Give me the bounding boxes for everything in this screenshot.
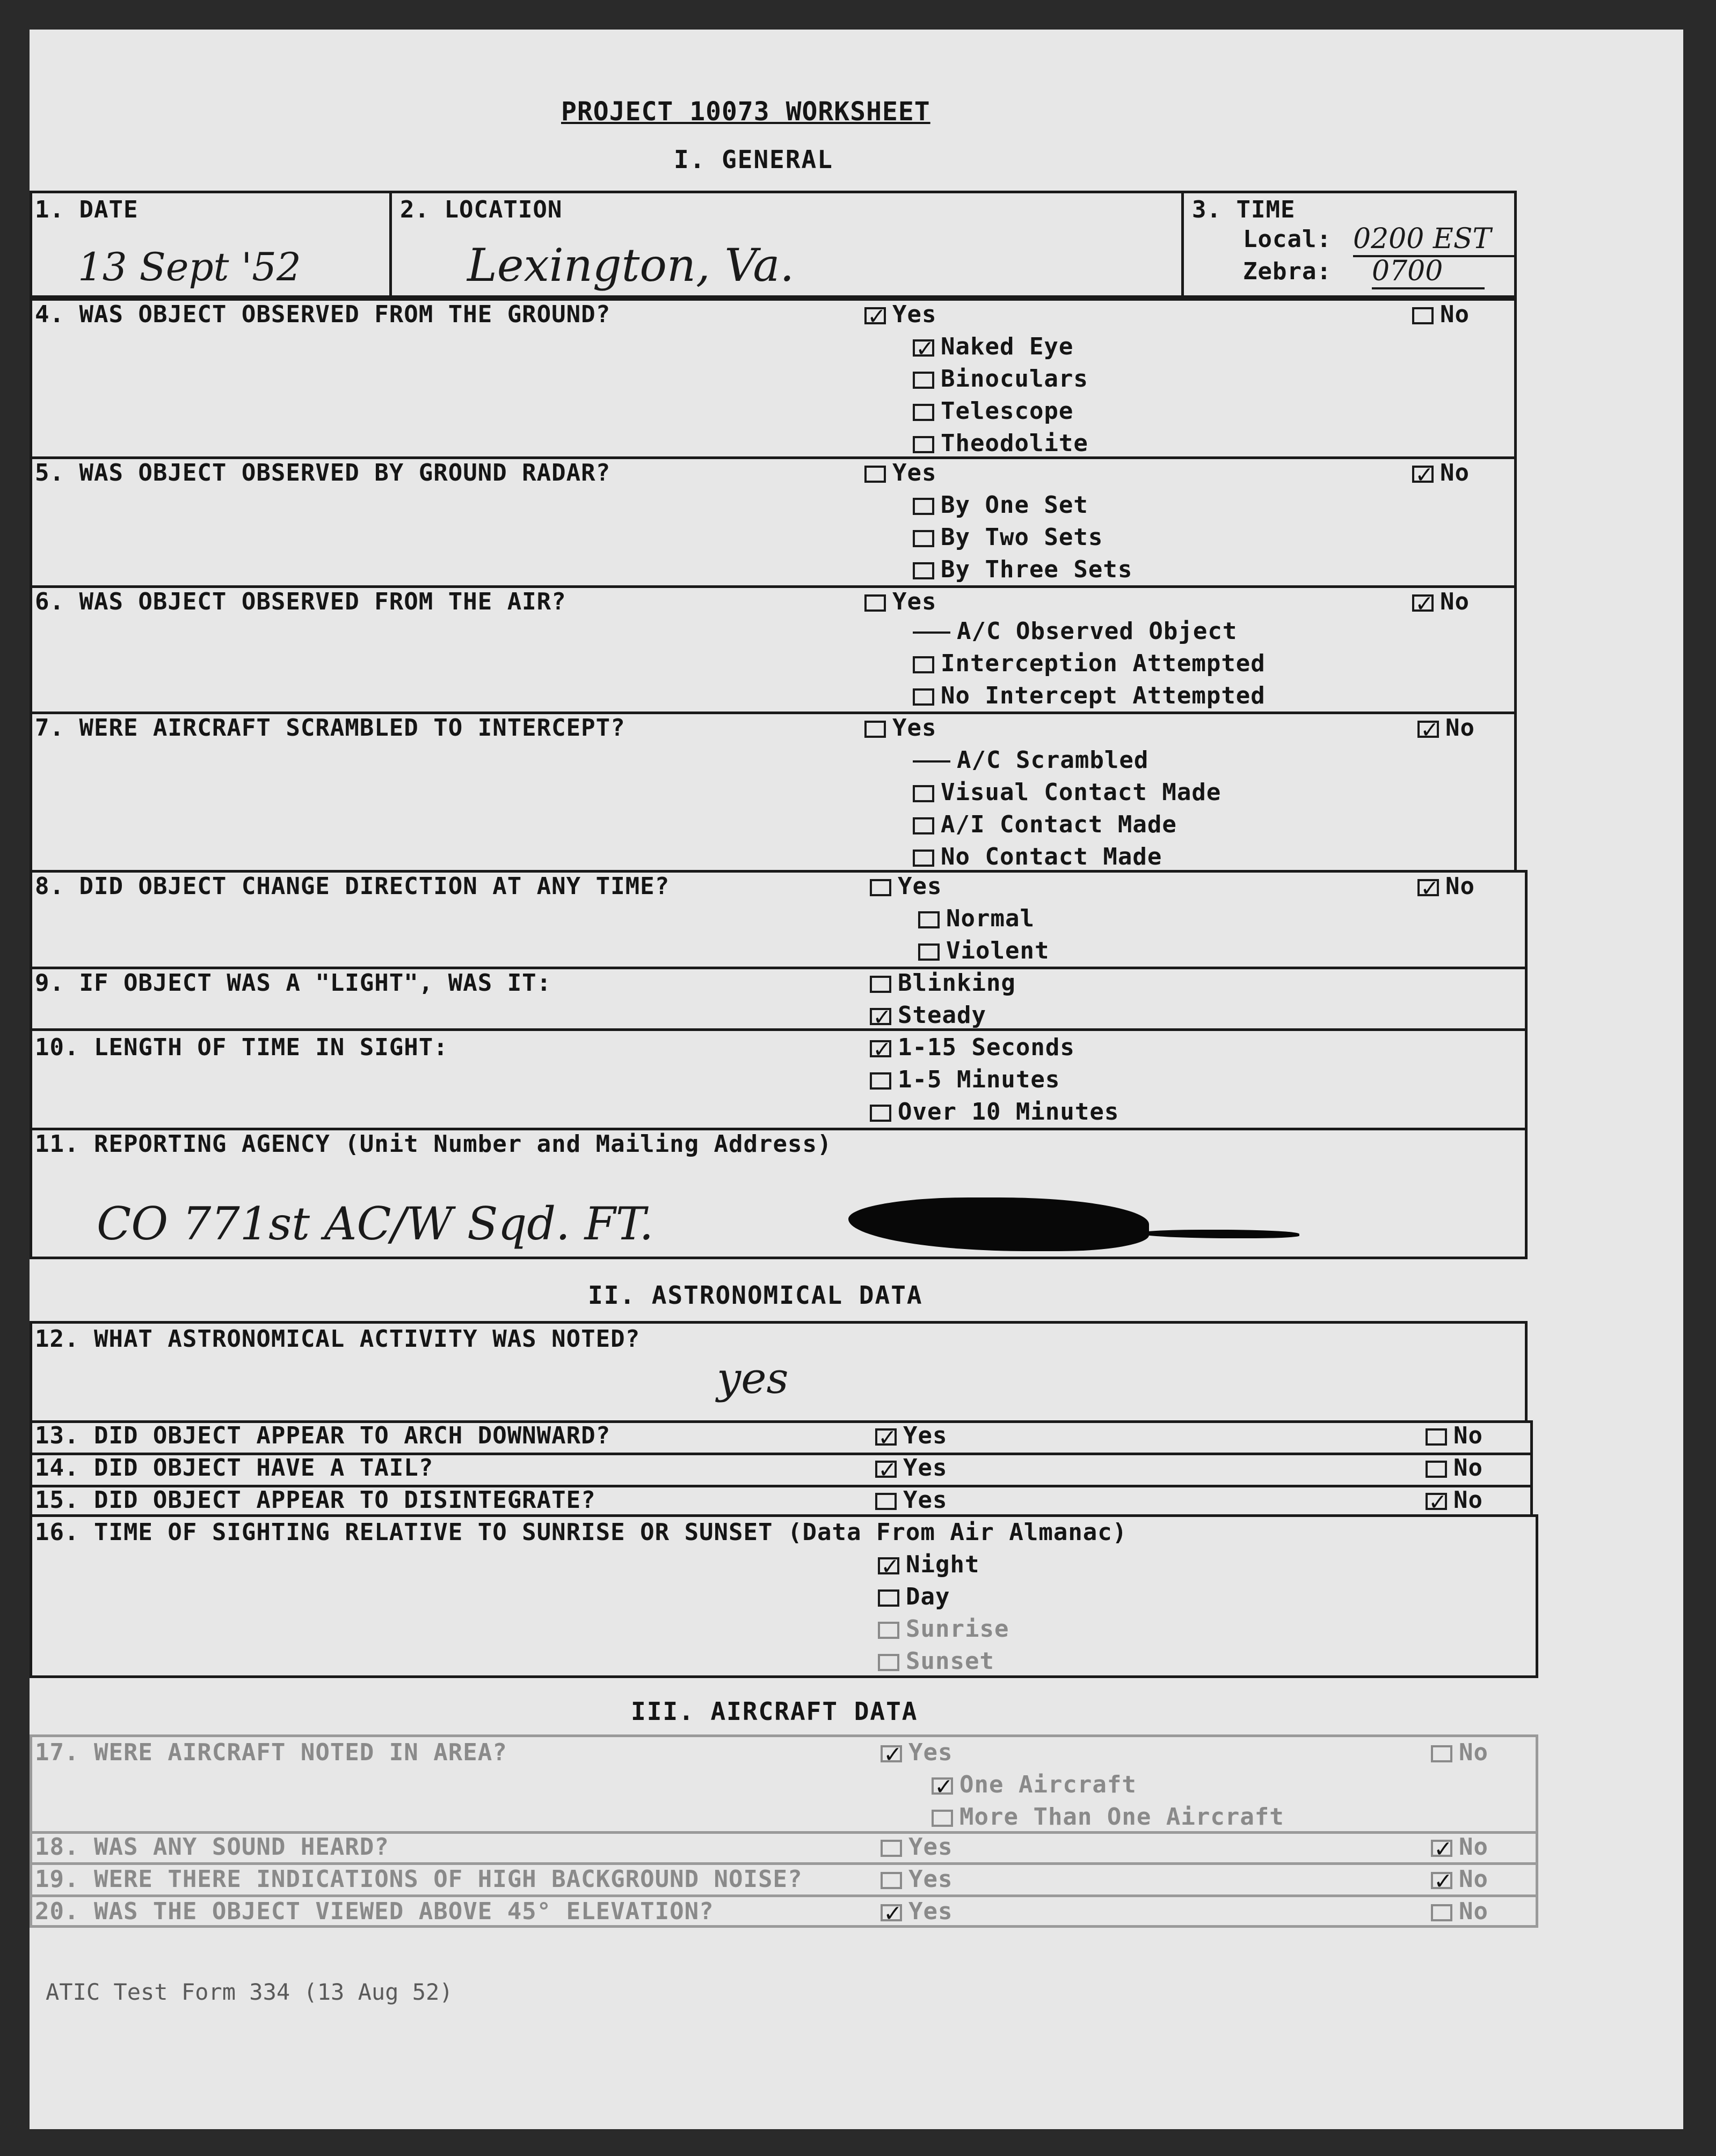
- blank-line: [913, 631, 950, 634]
- option-label: Day: [906, 1583, 950, 1610]
- q6-no[interactable]: [1412, 588, 1470, 615]
- checkbox-icon[interactable]: [870, 976, 891, 993]
- q5-label: 5. WAS OBJECT OBSERVED BY GROUND RADAR?: [35, 459, 611, 487]
- checkbox-icon[interactable]: [881, 1745, 902, 1762]
- option-label: Binoculars: [941, 365, 1088, 393]
- checkbox-icon[interactable]: [913, 339, 934, 357]
- checkbox-icon[interactable]: [913, 436, 934, 453]
- checkbox-icon[interactable]: [918, 911, 940, 928]
- q8-no-label: No: [1445, 873, 1475, 900]
- date-label: 1. DATE: [35, 196, 139, 223]
- q17-yes[interactable]: [881, 1739, 952, 1766]
- checkbox-icon[interactable]: [1431, 1872, 1452, 1889]
- q16-label: 16. TIME OF SIGHTING RELATIVE TO SUNRISE OR SUNSET (Data From Air Almanac): [35, 1519, 1128, 1546]
- q11-label: 11. REPORTING AGENCY (Unit Number and Mailing Address): [35, 1130, 832, 1158]
- option-label: Steady: [898, 1001, 986, 1029]
- q15-no-label: No: [1453, 1486, 1483, 1514]
- q16-option-night[interactable]: [878, 1551, 979, 1578]
- checkbox-icon[interactable]: [870, 1105, 891, 1122]
- checkbox-icon[interactable]: [913, 404, 934, 421]
- checkbox-icon[interactable]: [913, 656, 934, 673]
- option-label: Naked Eye: [941, 333, 1074, 360]
- q7-option-visual[interactable]: [913, 779, 1221, 806]
- checkbox-icon[interactable]: [870, 1072, 891, 1090]
- q7-yes[interactable]: [864, 714, 936, 742]
- option-label: Interception Attempted: [941, 650, 1266, 677]
- option-label: Violent: [946, 937, 1050, 964]
- checkbox-icon[interactable]: [913, 498, 934, 515]
- option-label: No Contact Made: [941, 843, 1162, 870]
- checkbox-icon[interactable]: [913, 372, 934, 389]
- checkbox-icon[interactable]: [913, 785, 934, 802]
- checkbox-icon[interactable]: [932, 1777, 953, 1795]
- option-label: Sunrise: [906, 1615, 1009, 1643]
- checkbox-icon[interactable]: [875, 1428, 897, 1446]
- q4-option-telescope[interactable]: [913, 397, 1073, 425]
- option-label: More Than One Aircraft: [959, 1803, 1284, 1831]
- checkbox-icon[interactable]: [913, 850, 934, 867]
- q13-no-label: No: [1453, 1422, 1483, 1449]
- q5-option-three-sets[interactable]: [913, 556, 1132, 583]
- q14-yes-label: Yes: [903, 1454, 948, 1482]
- q6-yes[interactable]: [864, 588, 936, 615]
- q10-label: 10. LENGTH OF TIME IN SIGHT:: [35, 1034, 448, 1061]
- q17-no-label: No: [1459, 1739, 1488, 1766]
- q7-no-label: No: [1445, 714, 1475, 742]
- q15-yes[interactable]: [875, 1486, 947, 1514]
- checkbox-icon[interactable]: [870, 1040, 891, 1057]
- q15-label: 15. DID OBJECT APPEAR TO DISINTEGRATE?: [35, 1486, 596, 1514]
- checkbox-icon[interactable]: [918, 943, 940, 961]
- divider: [30, 1862, 1538, 1865]
- option-label: By Two Sets: [941, 524, 1103, 551]
- q18-no-label: No: [1459, 1833, 1488, 1861]
- checkbox-icon[interactable]: [1412, 594, 1434, 612]
- q18-yes[interactable]: [881, 1833, 952, 1861]
- q20-yes-label: Yes: [908, 1898, 953, 1925]
- checkbox-icon[interactable]: [913, 688, 934, 706]
- q8-yes-label: Yes: [898, 873, 942, 900]
- q16-option-sunrise[interactable]: [878, 1615, 1009, 1643]
- divider: [389, 191, 392, 298]
- q4-label: 4. WAS OBJECT OBSERVED FROM THE GROUND?: [35, 301, 611, 328]
- checkbox-icon[interactable]: [1412, 307, 1434, 324]
- q9-option-blinking[interactable]: [870, 969, 1016, 997]
- time-label: 3. TIME: [1192, 196, 1296, 223]
- q14-label: 14. DID OBJECT HAVE A TAIL?: [35, 1454, 434, 1482]
- q5-no-label: No: [1440, 459, 1470, 487]
- q6-yes-label: Yes: [892, 588, 937, 615]
- checkbox-icon[interactable]: [875, 1461, 897, 1478]
- q7-label: 7. WERE AIRCRAFT SCRAMBLED TO INTERCEPT?: [35, 714, 626, 742]
- q18-label: 18. WAS ANY SOUND HEARD?: [35, 1833, 389, 1861]
- option-label: Telescope: [941, 397, 1074, 425]
- worksheet-title: PROJECT 10073 WORKSHEET: [561, 97, 930, 127]
- option-label: 1-5 Minutes: [898, 1066, 1060, 1093]
- q5-no[interactable]: [1412, 459, 1470, 487]
- checkbox-icon[interactable]: [913, 817, 934, 834]
- checkbox-icon[interactable]: [881, 1904, 902, 1921]
- q5-yes[interactable]: [864, 459, 936, 487]
- q9-option-steady[interactable]: [870, 1001, 986, 1029]
- q13-yes-label: Yes: [903, 1422, 948, 1449]
- checkbox-icon[interactable]: [875, 1493, 897, 1510]
- astronomical-activity-value[interactable]: yes: [717, 1353, 789, 1403]
- q17-label: 17. WERE AIRCRAFT NOTED IN AREA?: [35, 1739, 507, 1766]
- option-label: 1-15 Seconds: [898, 1034, 1075, 1061]
- q8-option-violent[interactable]: [918, 937, 1049, 964]
- q4-option-theodolite[interactable]: [913, 430, 1088, 457]
- q10-option-over-10[interactable]: [870, 1098, 1119, 1126]
- q17-option-one[interactable]: [932, 1771, 1137, 1798]
- q7-yes-label: Yes: [892, 714, 937, 742]
- q4-option-naked-eye[interactable]: [913, 333, 1073, 360]
- blank-line: [913, 760, 950, 763]
- checkbox-icon[interactable]: [864, 721, 886, 738]
- checkbox-icon[interactable]: [913, 562, 934, 579]
- q8-label: 8. DID OBJECT CHANGE DIRECTION AT ANY TIME?: [35, 873, 670, 900]
- q16-option-day[interactable]: [878, 1583, 950, 1610]
- option-label: Sunset: [906, 1647, 994, 1675]
- q17-yes-label: Yes: [908, 1739, 953, 1766]
- zebra-label: Zebra:: [1243, 258, 1332, 285]
- checkbox-icon[interactable]: [878, 1622, 899, 1639]
- q5-option-two-sets[interactable]: [913, 524, 1103, 551]
- q16-option-sunset[interactable]: [878, 1647, 994, 1675]
- q6-no-label: No: [1440, 588, 1470, 615]
- q14-no[interactable]: [1426, 1454, 1483, 1482]
- q4-no[interactable]: [1412, 301, 1470, 328]
- q14-yes[interactable]: [875, 1454, 947, 1482]
- q7-option-ai[interactable]: [913, 811, 1177, 838]
- section-astronomical-heading: II. ASTRONOMICAL DATA: [588, 1281, 923, 1310]
- checkbox-icon[interactable]: [1426, 1493, 1447, 1510]
- q18-yes-label: Yes: [908, 1833, 953, 1861]
- date-value[interactable]: 13 Sept '52: [78, 244, 301, 289]
- form-id-footer: ATIC Test Form 334 (13 Aug 52): [46, 1979, 453, 2005]
- checkbox-icon[interactable]: [864, 594, 886, 612]
- option-label: Over 10 Minutes: [898, 1098, 1119, 1126]
- q13-no[interactable]: [1426, 1422, 1483, 1449]
- option-label: Visual Contact Made: [941, 779, 1221, 806]
- q5-option-one-set[interactable]: [913, 491, 1088, 519]
- option-label: Night: [906, 1551, 980, 1578]
- q20-no-label: No: [1459, 1898, 1488, 1925]
- q10-option-minutes[interactable]: [870, 1066, 1060, 1093]
- checkbox-icon[interactable]: [878, 1654, 899, 1671]
- checkbox-icon[interactable]: [1431, 1840, 1452, 1857]
- checkbox-icon[interactable]: [864, 307, 886, 324]
- q10-option-seconds[interactable]: [870, 1034, 1075, 1061]
- option-label: A/I Contact Made: [941, 811, 1177, 838]
- q7-option-no-contact[interactable]: [913, 843, 1162, 870]
- option-label: Theodolite: [941, 430, 1088, 457]
- q19-no-label: No: [1459, 1865, 1488, 1893]
- q13-yes[interactable]: [875, 1422, 947, 1449]
- q15-yes-label: Yes: [903, 1486, 948, 1514]
- section-aircraft-heading: III. AIRCRAFT DATA: [631, 1697, 918, 1726]
- option-label: A/C Observed Object: [957, 618, 1238, 645]
- q5-yes-label: Yes: [892, 459, 937, 487]
- checkbox-icon[interactable]: [870, 1008, 891, 1025]
- q18-no[interactable]: [1431, 1833, 1488, 1861]
- location-value[interactable]: Lexington, Va.: [467, 239, 795, 292]
- checkbox-icon[interactable]: [870, 879, 891, 896]
- q19-label: 19. WERE THERE INDICATIONS OF HIGH BACKGROUND NOISE?: [35, 1865, 803, 1893]
- checkbox-icon[interactable]: [1412, 466, 1434, 483]
- divider: [1181, 191, 1184, 298]
- option-label: By One Set: [941, 491, 1088, 519]
- checkbox-icon[interactable]: [1431, 1904, 1452, 1921]
- option-label: Blinking: [898, 969, 1016, 997]
- q9-label: 9. IF OBJECT WAS A "LIGHT", WAS IT:: [35, 969, 552, 997]
- q7-no[interactable]: [1417, 714, 1475, 742]
- q20-no[interactable]: [1431, 1898, 1488, 1925]
- q6-option-interception[interactable]: [913, 650, 1266, 677]
- q8-option-normal[interactable]: [918, 905, 1035, 932]
- checkbox-icon[interactable]: [1431, 1745, 1452, 1762]
- q14-no-label: No: [1453, 1454, 1483, 1482]
- checkbox-icon[interactable]: [1417, 721, 1439, 738]
- q4-option-binoculars[interactable]: [913, 365, 1088, 393]
- q20-label: 20. WAS THE OBJECT VIEWED ABOVE 45° ELEVATION?: [35, 1898, 714, 1925]
- q20-yes[interactable]: [881, 1898, 952, 1925]
- checkbox-icon[interactable]: [864, 466, 886, 483]
- zebra-time-value[interactable]: 0700: [1372, 255, 1485, 289]
- location-label: 2. LOCATION: [400, 196, 563, 223]
- divider: [30, 1894, 1538, 1897]
- q8-yes[interactable]: [870, 873, 942, 900]
- option-label: A/C Scrambled: [957, 746, 1149, 774]
- q4-yes-label: Yes: [892, 301, 937, 328]
- q17-no[interactable]: [1431, 1739, 1488, 1766]
- checkbox-icon[interactable]: [878, 1589, 899, 1607]
- q6-option-no-intercept[interactable]: [913, 682, 1266, 709]
- q19-yes[interactable]: [881, 1865, 952, 1893]
- q17-option-more[interactable]: [932, 1803, 1284, 1831]
- option-label: By Three Sets: [941, 556, 1133, 583]
- q7-ac-scrambled[interactable]: [913, 746, 1148, 774]
- checkbox-icon[interactable]: [1426, 1461, 1447, 1478]
- option-label: One Aircraft: [959, 1771, 1137, 1798]
- checkbox-icon[interactable]: [878, 1557, 899, 1574]
- q13-label: 13. DID OBJECT APPEAR TO ARCH DOWNWARD?: [35, 1422, 611, 1449]
- q6-label: 6. WAS OBJECT OBSERVED FROM THE AIR?: [35, 588, 566, 615]
- section-general-heading: I. GENERAL: [674, 145, 833, 174]
- option-label: Normal: [946, 905, 1035, 932]
- checkbox-icon[interactable]: [1417, 879, 1439, 896]
- checkbox-icon[interactable]: [881, 1840, 902, 1857]
- q15-no[interactable]: [1426, 1486, 1483, 1514]
- q12-label: 12. WHAT ASTRONOMICAL ACTIVITY WAS NOTED?: [35, 1325, 641, 1353]
- q8-no[interactable]: [1417, 873, 1475, 900]
- option-label: No Intercept Attempted: [941, 682, 1266, 709]
- q6-ac-observed[interactable]: [913, 618, 1237, 645]
- checkbox-icon[interactable]: [913, 530, 934, 547]
- checkbox-icon[interactable]: [881, 1872, 902, 1889]
- q19-no[interactable]: [1431, 1865, 1488, 1893]
- local-label: Local:: [1243, 226, 1332, 253]
- q4-no-label: No: [1440, 301, 1470, 328]
- q19-yes-label: Yes: [908, 1865, 953, 1893]
- checkbox-icon[interactable]: [1426, 1428, 1447, 1446]
- local-time-value[interactable]: 0200 EST: [1353, 223, 1514, 257]
- checkbox-icon[interactable]: [932, 1810, 953, 1827]
- q4-yes[interactable]: [864, 301, 936, 328]
- reporting-agency-value[interactable]: CO 771st AC/W Sqd. FT.: [97, 1197, 654, 1250]
